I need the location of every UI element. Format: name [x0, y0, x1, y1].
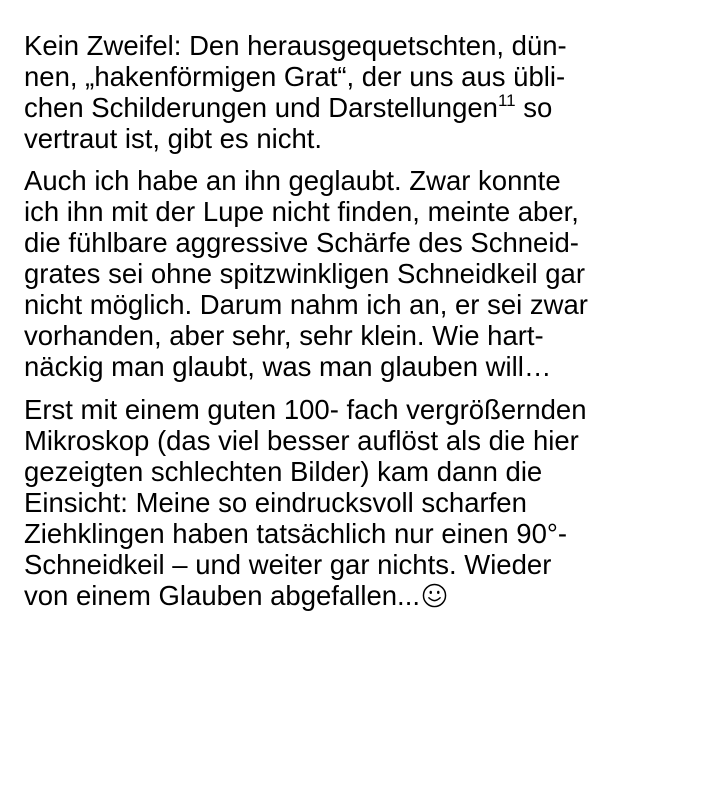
text-line: Einsicht: Meine so eindrucksvoll scharfen [24, 487, 527, 518]
text-segment: so [515, 92, 553, 123]
footnote-reference: 11 [497, 90, 516, 110]
text-line: Erst mit einem guten 100- fach vergrößernden [24, 394, 587, 425]
text-line: Mikroskop (das viel besser auflöst als die hier [24, 425, 579, 456]
text-line: vorhanden, aber sehr, sehr klein. Wie hart- [24, 320, 544, 351]
text-segment: von einem Glauben abgefallen... [24, 580, 420, 611]
smiley-icon [422, 583, 447, 608]
paragraph-3 [24, 394, 714, 611]
text-line: Schneidkeil – und weiter gar nichts. Wieder [24, 549, 552, 580]
text-line [24, 92, 714, 123]
text-line: ich ihn mit der Lupe nicht finden, meinte aber, [24, 196, 579, 227]
paragraph-2 [24, 165, 714, 382]
text-line: vertraut ist, gibt es nicht. [24, 123, 323, 154]
text-line: nicht möglich. Darum nahm ich an, er sei zwar [24, 289, 588, 320]
text-line: Auch ich habe an ihn geglaubt. Zwar konnte [24, 165, 561, 196]
text-line: nen, „hakenförmigen Grat“, der uns aus übli- [24, 61, 566, 92]
text-segment: chen Schilderungen und Darstellungen [24, 92, 498, 123]
text-line: die fühlbare aggressive Schärfe des Schneid- [24, 227, 579, 258]
text-line: Kein Zweifel: Den herausgequetschten, dün- [24, 30, 567, 61]
text-line: gezeigten schlechten Bilder) kam dann die [24, 456, 543, 487]
paragraph-1 [24, 30, 714, 154]
document-body [24, 30, 714, 611]
text-line: Ziehklingen haben tatsächlich nur einen 90°- [24, 518, 568, 549]
text-line: näckig man glaubt, was man glauben will… [24, 351, 552, 382]
text-line: grates sei ohne spitzwinkligen Schneidkeil gar [24, 258, 586, 289]
text-line [24, 580, 714, 611]
